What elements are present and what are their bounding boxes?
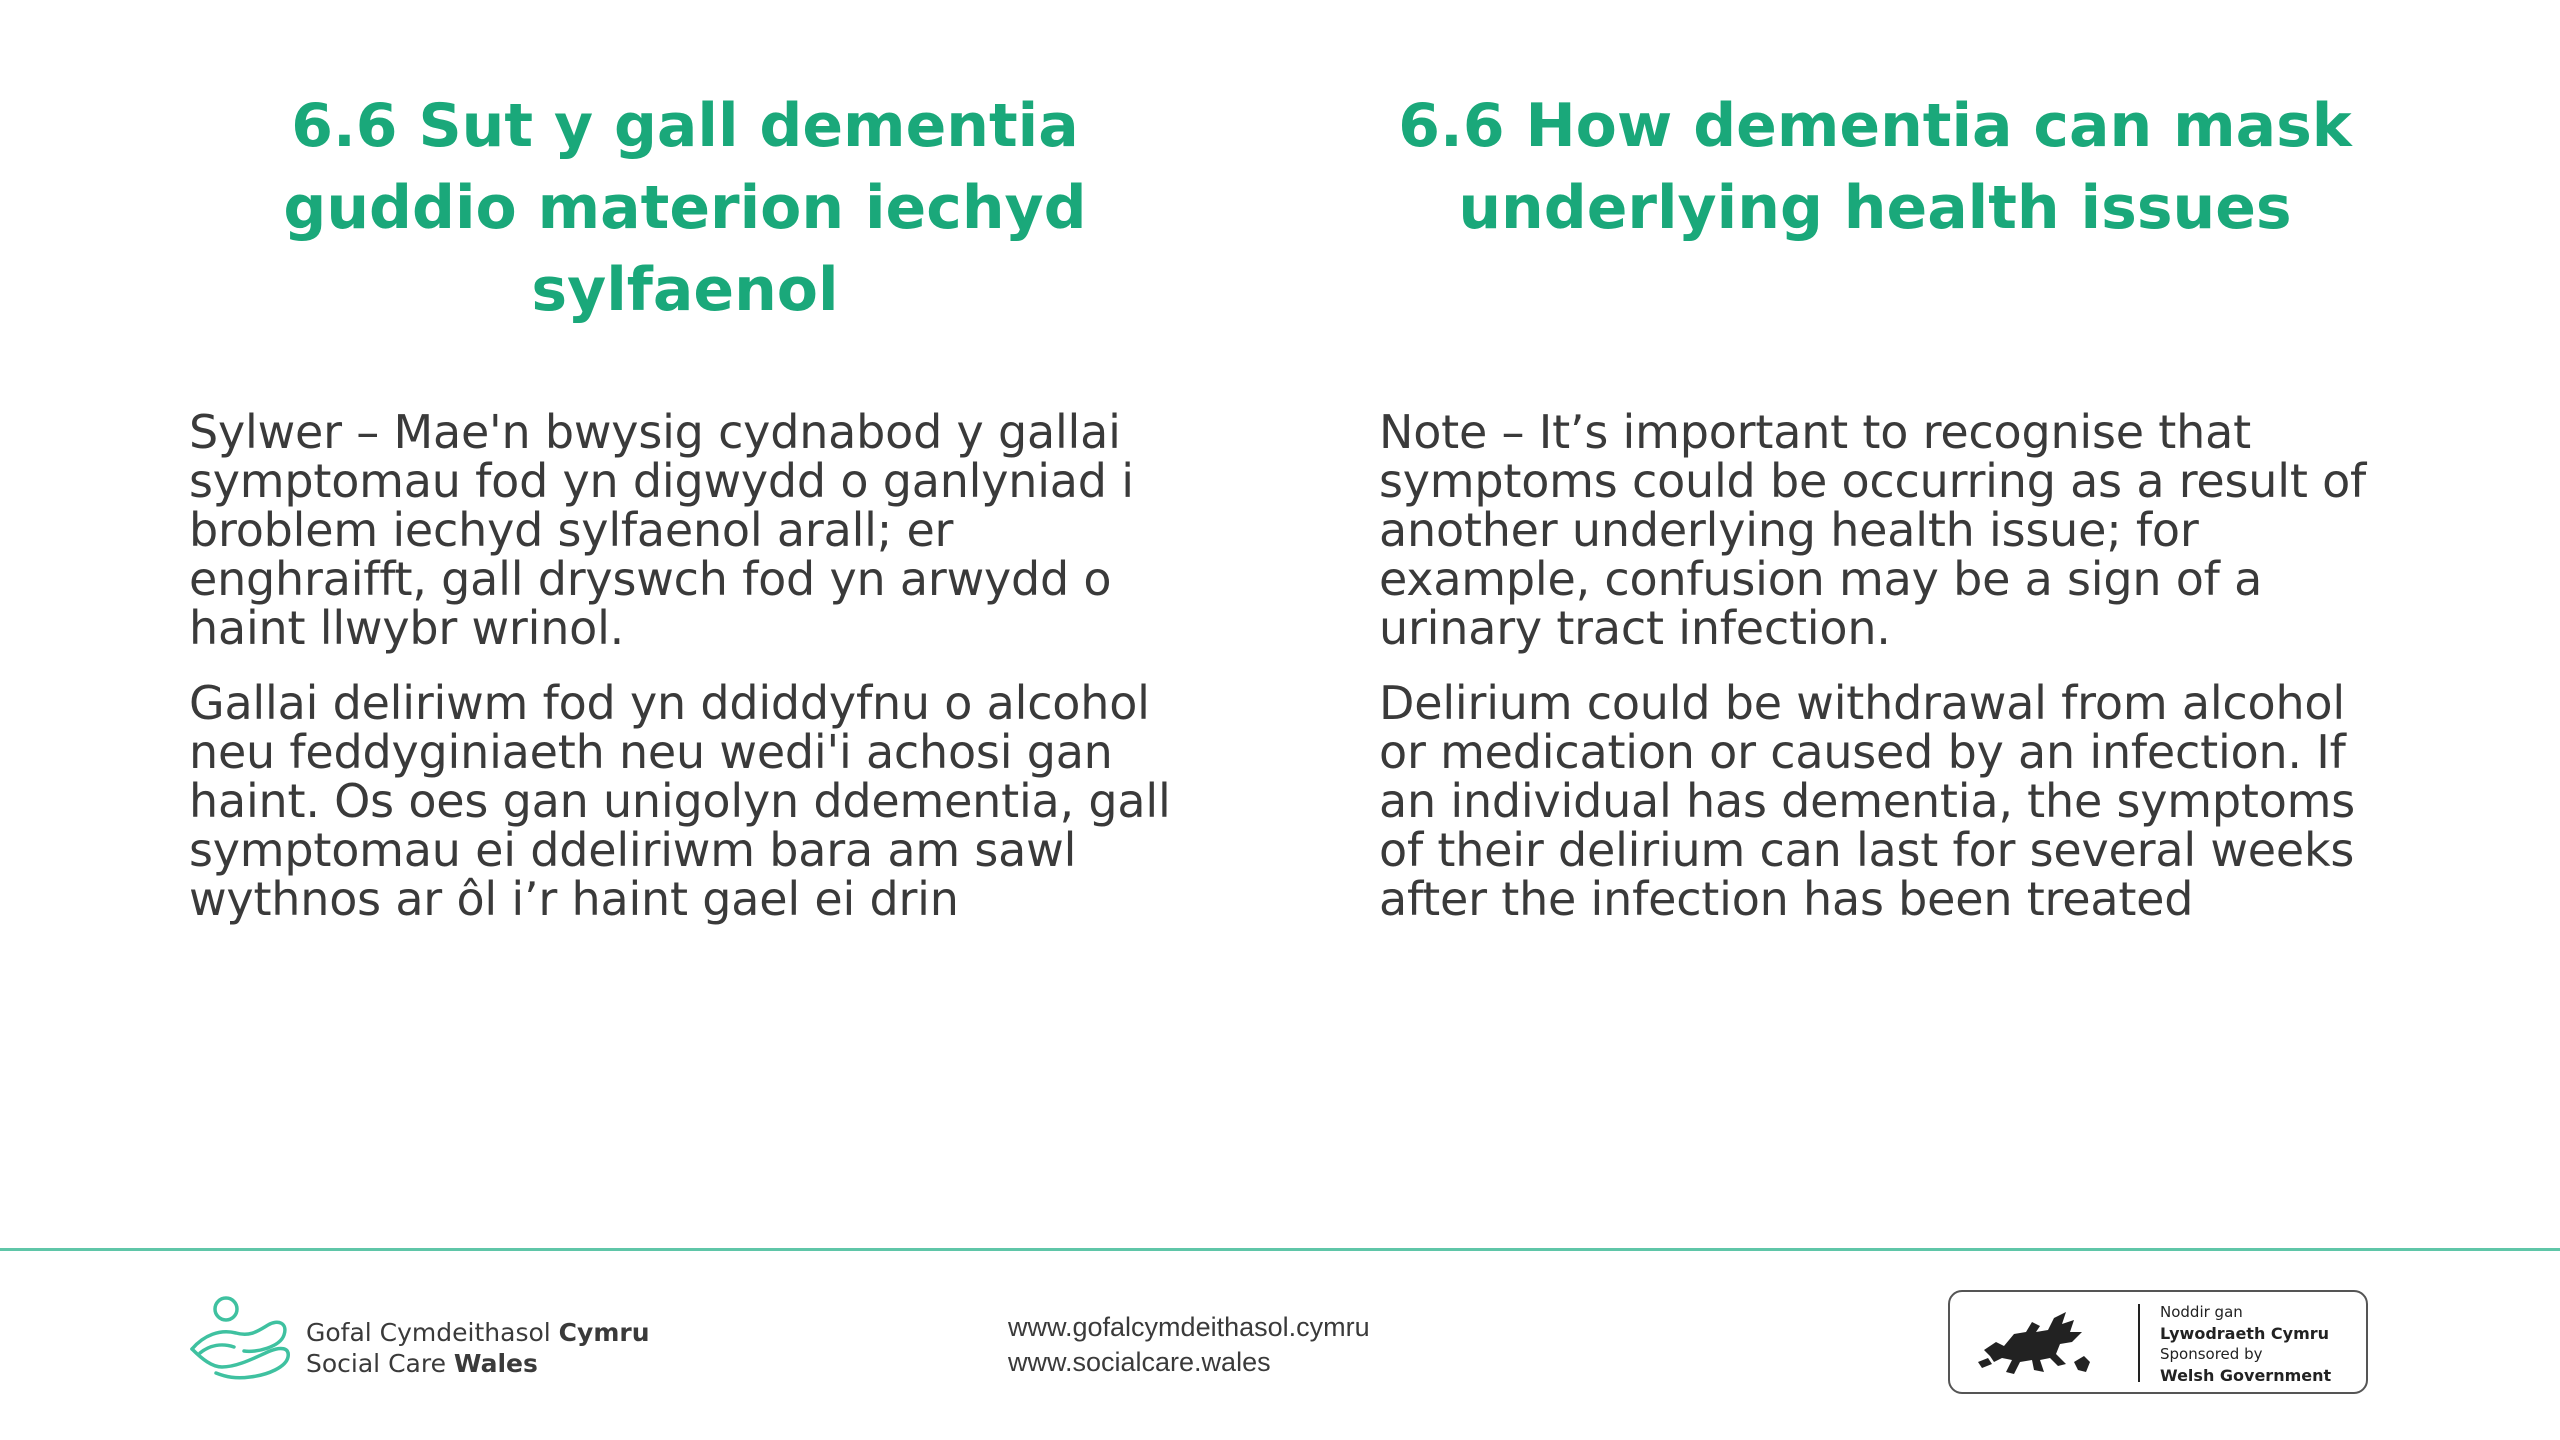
- logo-english-regular: Social Care: [306, 1349, 446, 1378]
- url-english[interactable]: www.socialcare.wales: [1008, 1347, 1271, 1377]
- social-care-wales-logo: [186, 1295, 706, 1385]
- logo-welsh-line: [306, 1317, 650, 1348]
- english-body: [1379, 405, 2369, 950]
- welsh-dragon-icon: [1974, 1302, 2094, 1384]
- social-care-wales-logo-text: [306, 1317, 650, 1379]
- welsh-body: [189, 405, 1179, 950]
- logo-english-bold: Wales: [453, 1349, 538, 1378]
- footer-divider: [0, 1248, 2560, 1251]
- english-title: 6.6 How dementia can mask underlying health issues: [1398, 91, 2352, 243]
- sponsor-line-4: Welsh Government: [2160, 1366, 2332, 1385]
- welsh-title: 6.6 Sut y gall dementia guddio materion iechyd sylfaenol: [283, 91, 1087, 325]
- welsh-paragraph-2: Gallai deliriwm fod yn ddiddyfnu o alcohol neu feddyginiaeth neu wedi'i achosi gan haint. Os oes gan unigolyn ddementia, gall symptomau ei ddeliriwm bara am sawl wythnos ar ôl i’r haint gael ei drin: [189, 676, 1171, 926]
- sponsor-line-1: Noddir gan: [2160, 1303, 2243, 1321]
- english-paragraph-2: Delirium could be withdrawal from alcohol or medication or caused by an infection. If an individual has dementia, the symptoms of their delirium can last for several weeks after the infection has been treated: [1379, 676, 2356, 926]
- english-paragraph-1: Note – It’s important to recognise that symptoms could be occurring as a result of another underlying health issue; for example, confusion may be a sign of a urinary tract infection.: [1379, 405, 2367, 655]
- logo-welsh-bold: Cymru: [558, 1318, 650, 1347]
- sponsor-line-2: Lywodraeth Cymru: [2160, 1324, 2330, 1343]
- welsh-government-sponsor-badge: [1948, 1290, 2368, 1394]
- social-care-wales-logo-icon: [186, 1295, 296, 1385]
- footer-urls: [1008, 1310, 1370, 1380]
- sponsor-line-3: Sponsored by: [2160, 1345, 2263, 1363]
- welsh-paragraph-1: Sylwer – Mae'n bwysig cydnabod y gallai symptomau fod yn digwydd o ganlyniad i broblem iechyd sylfaenol arall; er enghraifft, gall dryswch fod yn arwydd o haint llwybr wrinol.: [189, 405, 1134, 655]
- logo-english-line: [306, 1348, 650, 1379]
- url-welsh[interactable]: www.gofalcymdeithasol.cymru: [1008, 1312, 1370, 1342]
- sponsor-text: [2160, 1302, 2331, 1386]
- sponsor-separator: [2138, 1304, 2140, 1382]
- logo-welsh-regular: Gofal Cymdeithasol: [306, 1318, 551, 1347]
